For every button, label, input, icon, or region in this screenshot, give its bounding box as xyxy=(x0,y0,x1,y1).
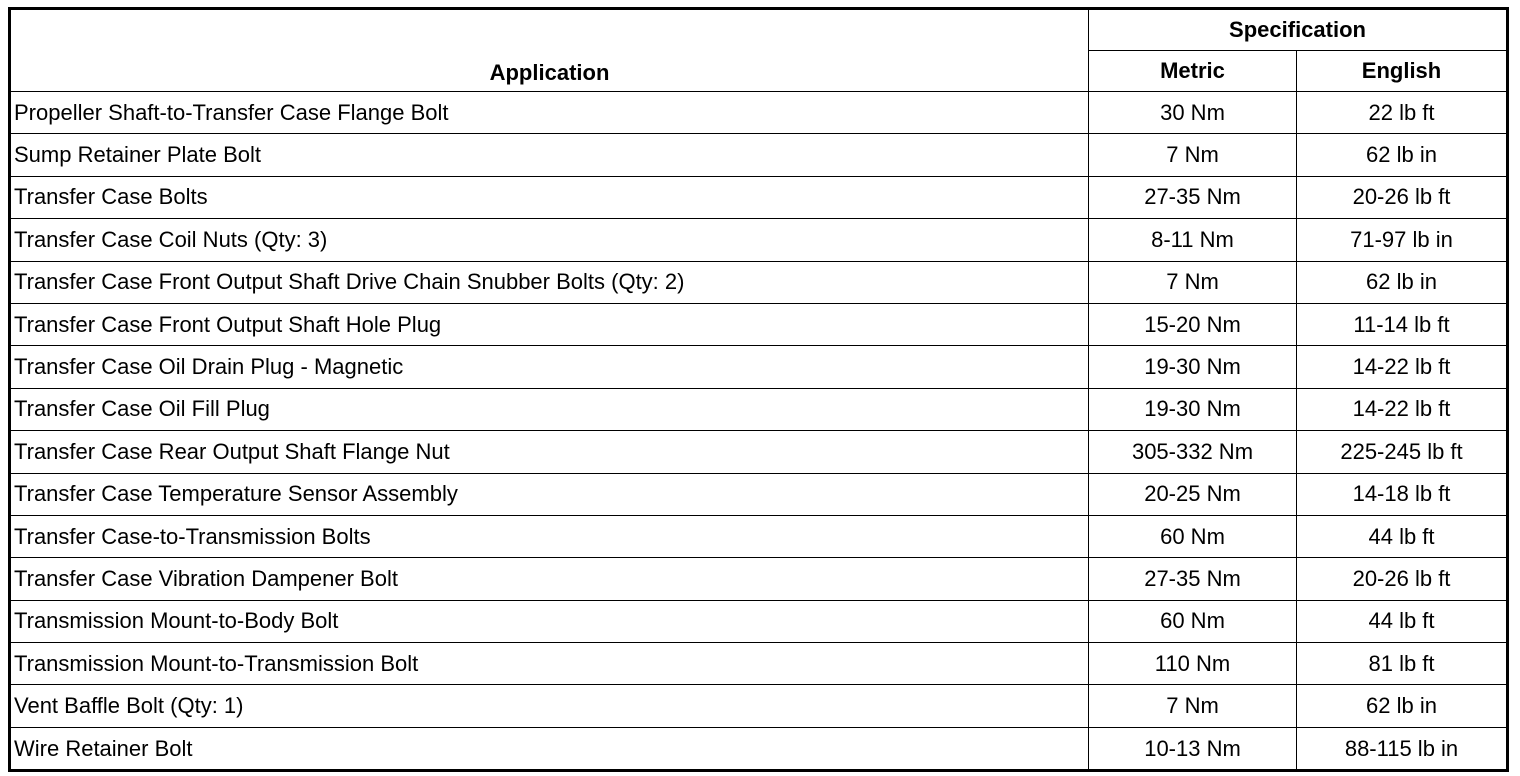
table-row xyxy=(10,303,1508,345)
table-body xyxy=(10,92,1508,771)
metric-cell: 60 Nm xyxy=(1089,600,1297,642)
application-cell: Transfer Case Oil Drain Plug - Magnetic xyxy=(10,346,1089,388)
application-header: Application xyxy=(10,9,1089,92)
table-row xyxy=(10,346,1508,388)
application-cell: Transfer Case Coil Nuts (Qty: 3) xyxy=(10,219,1089,261)
specification-header: Specification xyxy=(1089,9,1508,51)
english-cell: 14-22 lb ft xyxy=(1297,346,1508,388)
metric-cell: 27-35 Nm xyxy=(1089,176,1297,218)
table-row xyxy=(10,92,1508,134)
table-header xyxy=(10,9,1508,92)
english-cell: 225-245 lb ft xyxy=(1297,431,1508,473)
table-row xyxy=(10,473,1508,515)
english-cell: 14-22 lb ft xyxy=(1297,388,1508,430)
english-cell: 81 lb ft xyxy=(1297,643,1508,685)
metric-cell: 8-11 Nm xyxy=(1089,219,1297,261)
english-cell: 22 lb ft xyxy=(1297,92,1508,134)
application-cell: Wire Retainer Bolt xyxy=(10,727,1089,770)
metric-cell: 7 Nm xyxy=(1089,261,1297,303)
english-cell: 11-14 lb ft xyxy=(1297,303,1508,345)
table-row xyxy=(10,558,1508,600)
torque-spec-table xyxy=(8,7,1509,772)
english-cell: 14-18 lb ft xyxy=(1297,473,1508,515)
table-row xyxy=(10,515,1508,557)
metric-cell: 305-332 Nm xyxy=(1089,431,1297,473)
application-cell: Transfer Case Front Output Shaft Drive Chain Snubber Bolts (Qty: 2) xyxy=(10,261,1089,303)
metric-cell: 10-13 Nm xyxy=(1089,727,1297,770)
application-cell: Transfer Case Temperature Sensor Assembly xyxy=(10,473,1089,515)
english-cell: 62 lb in xyxy=(1297,134,1508,176)
metric-cell: 110 Nm xyxy=(1089,643,1297,685)
application-cell: Transmission Mount-to-Body Bolt xyxy=(10,600,1089,642)
metric-cell: 30 Nm xyxy=(1089,92,1297,134)
table-row xyxy=(10,643,1508,685)
application-cell: Transfer Case Oil Fill Plug xyxy=(10,388,1089,430)
metric-cell: 27-35 Nm xyxy=(1089,558,1297,600)
english-cell: 71-97 lb in xyxy=(1297,219,1508,261)
english-cell: 20-26 lb ft xyxy=(1297,176,1508,218)
table-row xyxy=(10,134,1508,176)
english-cell: 62 lb in xyxy=(1297,261,1508,303)
table-row xyxy=(10,176,1508,218)
application-cell: Sump Retainer Plate Bolt xyxy=(10,134,1089,176)
table-row xyxy=(10,261,1508,303)
metric-cell: 15-20 Nm xyxy=(1089,303,1297,345)
english-cell: 62 lb in xyxy=(1297,685,1508,727)
english-cell: 20-26 lb ft xyxy=(1297,558,1508,600)
table-row xyxy=(10,431,1508,473)
table-row xyxy=(10,727,1508,770)
application-cell: Transfer Case Front Output Shaft Hole Plug xyxy=(10,303,1089,345)
application-cell: Transfer Case-to-Transmission Bolts xyxy=(10,515,1089,557)
application-cell: Transfer Case Rear Output Shaft Flange Nut xyxy=(10,431,1089,473)
metric-cell: 60 Nm xyxy=(1089,515,1297,557)
metric-cell: 7 Nm xyxy=(1089,134,1297,176)
metric-header: Metric xyxy=(1089,51,1297,92)
table-row xyxy=(10,600,1508,642)
metric-cell: 7 Nm xyxy=(1089,685,1297,727)
table-row xyxy=(10,219,1508,261)
application-cell: Transfer Case Vibration Dampener Bolt xyxy=(10,558,1089,600)
application-cell: Transmission Mount-to-Transmission Bolt xyxy=(10,643,1089,685)
english-cell: 44 lb ft xyxy=(1297,600,1508,642)
metric-cell: 19-30 Nm xyxy=(1089,346,1297,388)
english-header: English xyxy=(1297,51,1508,92)
metric-cell: 19-30 Nm xyxy=(1089,388,1297,430)
table-row xyxy=(10,388,1508,430)
english-cell: 88-115 lb in xyxy=(1297,727,1508,770)
table-row xyxy=(10,685,1508,727)
application-cell: Vent Baffle Bolt (Qty: 1) xyxy=(10,685,1089,727)
application-cell: Propeller Shaft-to-Transfer Case Flange Bolt xyxy=(10,92,1089,134)
application-cell: Transfer Case Bolts xyxy=(10,176,1089,218)
metric-cell: 20-25 Nm xyxy=(1089,473,1297,515)
header-row-top xyxy=(10,9,1508,51)
english-cell: 44 lb ft xyxy=(1297,515,1508,557)
